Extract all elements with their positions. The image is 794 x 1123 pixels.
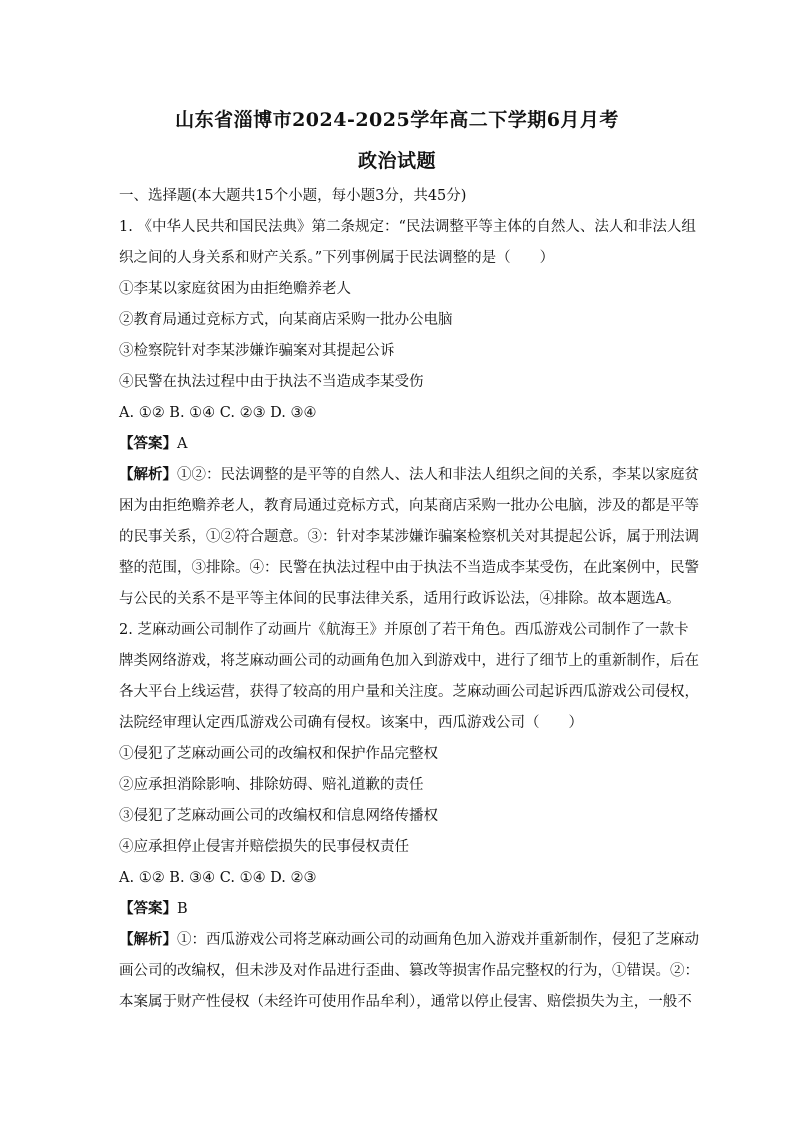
exam-title: 山东省淄博市2024-2025学年高二下学期6月月考 xyxy=(175,109,619,131)
q1-answer-tag: 【答案】 xyxy=(119,435,177,452)
section-heading: 一、选择题(本大题共15个小题，每小题3分，共45分) xyxy=(119,188,467,204)
q1-analysis-line-3: 的民事关系，①②符合题意。③：针对李某涉嫌诈骗案检察机关对其提起公诉，属于刑法调 xyxy=(119,529,699,545)
q1-stem-line-2: 织之间的人身关系和财产关系。”下列事例属于民法调整的是（ ） xyxy=(119,250,555,266)
q2-analysis-line-3: 本案属于财产性侵权（未经许可使用作品牟利），通常以停止侵害、赔偿损失为主，一般不 xyxy=(119,994,692,1010)
q2-choices: A. ①② B. ③④ C. ①④ D. ②③ xyxy=(119,870,317,886)
q2-option-3: ③侵犯了芝麻动画公司的改编权和信息网络传播权 xyxy=(119,808,438,824)
q1-answer xyxy=(119,434,699,454)
q2-analysis-line-1 xyxy=(119,930,699,950)
q1-option-3: ③检察院针对李某涉嫌诈骗案对其提起公诉 xyxy=(119,343,395,359)
q2-stem-line-1: 2. 芝麻动画公司制作了动画片《航海王》并原创了若干角色。西瓜游戏公司制作了一款卡 xyxy=(119,622,689,638)
q2-stem-line-4: 法院经审理认定西瓜游戏公司确有侵权。该案中，西瓜游戏公司（ ） xyxy=(119,715,583,731)
q1-stem-line-1: 1. 《中华人民共和国民法典》第二条规定：“民法调整平等主体的自然人、法人和非法人组 xyxy=(119,219,696,235)
q1-option-4: ④民警在执法过程中由于执法不当造成李某受伤 xyxy=(119,374,424,390)
q1-choices: A. ①② B. ①④ C. ②③ D. ③④ xyxy=(119,405,317,421)
q1-answer-value: A xyxy=(177,436,188,452)
q1-analysis-line-1 xyxy=(119,465,699,485)
q2-analysis-tag: 【解析】 xyxy=(119,931,177,948)
q1-analysis-line-4: 整的范围，③排除。④：民警在执法过程中由于执法不当造成李某受伤，在此案例中，民警 xyxy=(119,560,699,576)
exam-subtitle: 政治试题 xyxy=(357,150,436,172)
q2-stem-line-3: 各大平台上线运营，获得了较高的用户量和关注度。芝麻动画公司起诉西瓜游戏公司侵权， xyxy=(119,684,699,700)
q2-option-2: ②应承担消除影响、排除妨碍、赔礼道歉的责任 xyxy=(119,777,424,793)
q2-option-4: ④应承担停止侵害并赔偿损失的民事侵权责任 xyxy=(119,839,409,855)
q1-analysis-tag: 【解析】 xyxy=(119,466,177,483)
q2-option-1: ①侵犯了芝麻动画公司的改编权和保护作品完整权 xyxy=(119,746,438,762)
q2-answer-value: B xyxy=(177,901,188,917)
q1-option-1: ①李某以家庭贫困为由拒绝赡养老人 xyxy=(119,281,351,297)
q2-answer xyxy=(119,899,699,919)
q1-option-2: ②教育局通过竞标方式，向某商店采购一批办公电脑 xyxy=(119,312,453,328)
q2-answer-tag: 【答案】 xyxy=(119,900,177,917)
q1-analysis-line-5: 与公民的关系不是平等主体间的民事法律关系，适用行政诉讼法，④排除。故本题选A。 xyxy=(119,591,681,607)
q1-analysis-line-2: 困为由拒绝赡养老人，教育局通过竞标方式，向某商店采购一批办公电脑，涉及的都是平等 xyxy=(119,498,699,514)
q1-analysis-text-1: ①②：民法调整的是平等的自然人、法人和非法人组织之间的关系，李某以家庭贫 xyxy=(177,467,699,483)
q2-analysis-line-2: 画公司的改编权，但未涉及对作品进行歪曲、篡改等损害作品完整权的行为，①错误。②： xyxy=(119,963,699,979)
q2-stem-line-2: 牌类网络游戏，将芝麻动画公司的动画角色加入到游戏中，进行了细节上的重新制作，后在 xyxy=(119,653,699,669)
q2-analysis-text-1: ①：西瓜游戏公司将芝麻动画公司的动画角色加入游戏并重新制作，侵犯了芝麻动 xyxy=(177,932,699,948)
